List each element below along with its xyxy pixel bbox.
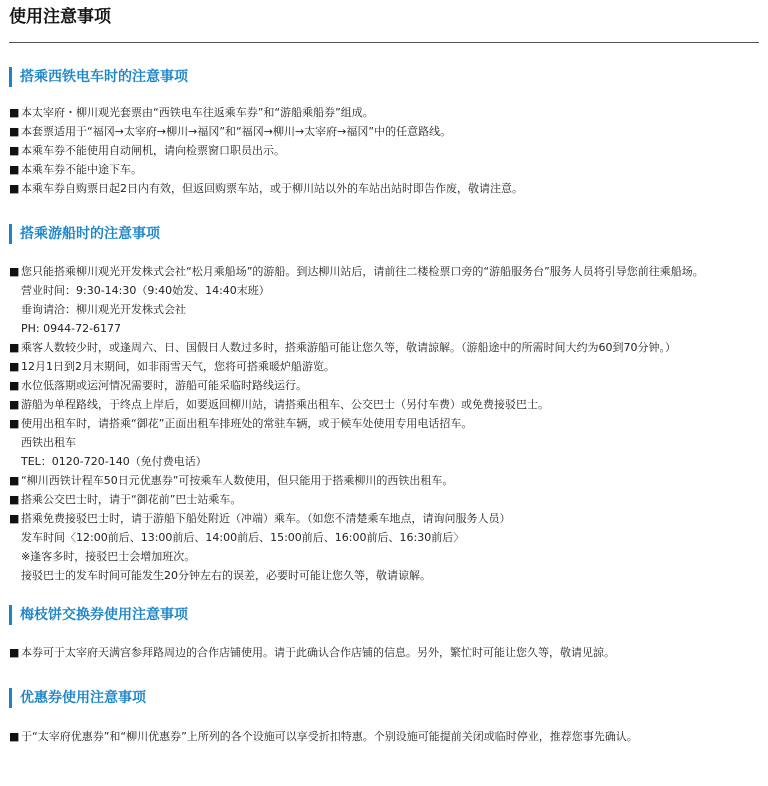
shuttle-note: ※逢客多时，接驳巴士会增加班次。	[21, 550, 196, 563]
coupon-notice-list	[9, 727, 759, 746]
square-bullet-icon: ■	[9, 730, 20, 743]
square-bullet-icon: ■	[9, 474, 20, 487]
list-item: ■ 水位低落期或运河情况需要时，游船可能采临时路线运行。	[9, 376, 759, 395]
boat-phone: PH: 0944-72-6177	[21, 322, 122, 335]
square-bullet-icon: ■	[9, 341, 20, 354]
section-accent-bar	[9, 224, 12, 244]
square-bullet-icon: ■	[9, 398, 20, 411]
square-bullet-icon: ■	[9, 512, 20, 525]
section-heading-text: 梅枝饼交换券使用注意事项	[20, 607, 188, 623]
section-accent-bar	[9, 688, 12, 708]
taxi-company: 西铁出租车	[21, 436, 76, 449]
list-item: ■ 游船为单程路线，于终点上岸后，如要返回柳川站，请搭乘出租车、公交巴士（另付车费）或免费接驳巴士。	[9, 395, 759, 414]
list-item: ■ 搭乘免费接驳巴士时，请于游船下船处附近（冲端）乘车。（如您不清楚乘车地点，请询问服务人员） 发车时间〈12:00前后、13:00前后、14:00前后、15:00前后、16:00前后、16:30前后〉 ※逢客多时，接驳巴士会增加班次。 接驳巴士的发车时间可能发生20分钟左右的误差，必要时可能让您久等，敬请谅解。	[9, 509, 759, 585]
square-bullet-icon: ■	[9, 182, 20, 195]
square-bullet-icon: ■	[9, 125, 20, 138]
square-bullet-icon: ■	[9, 144, 20, 157]
square-bullet-icon: ■	[9, 379, 20, 392]
boat-hours: 营业时间：9:30-14:30（9:40始发、14:40末班）	[21, 284, 270, 297]
list-item: ■ 您只能搭乘柳川观光开发株式会社“松月乘船场”的游船。到达柳川站后，请前往二楼检票口旁的“游船服务台”服务人员将引导您前往乘船场。 营业时间：9:30-14:30（9:40始发、14:40末班） 垂询请洽：柳川观光开发株式会社 PH: 0944-72-6177	[9, 262, 759, 338]
section-heading-text: 搭乘西铁电车时的注意事项	[20, 69, 188, 85]
square-bullet-icon: ■	[9, 106, 20, 119]
boat-notice-list	[9, 262, 759, 585]
list-item: ■ 乘客人数较少时，或逢周六、日、国假日人数过多时，搭乘游船可能让您久等，敬请諒解。（游船途中的所需时间大约为60到70分钟。）	[9, 338, 759, 357]
list-item: ■ 本券可于太宰府天满宫参拜路周边的合作店铺使用。请于此确认合作店铺的信息。另外，繁忙时可能让您久等，敬请见諒。	[9, 643, 759, 662]
square-bullet-icon: ■	[9, 646, 20, 659]
section-accent-bar	[9, 605, 12, 625]
shuttle-times: 发车时间〈12:00前后、13:00前后、14:00前后、15:00前后、16:00前后、16:30前后〉	[21, 531, 465, 544]
square-bullet-icon: ■	[9, 360, 20, 373]
section-heading-train	[9, 66, 759, 88]
list-item: ■ 本乘车券不能使用自动闸机，请向检票窗口职员出示。	[9, 141, 759, 160]
list-item: ■ 本乘车券自购票日起2日内有效，但返回购票车站，或于柳川站以外的车站出站时即告作废，敬请注意。	[9, 179, 759, 198]
boat-inquiry: 垂询请洽：柳川观光开发株式会社	[21, 303, 186, 316]
section-heading-text: 优惠券使用注意事项	[20, 690, 146, 706]
section-heading-umegae	[9, 604, 759, 626]
list-item: ■ 本太宰府・柳川观光套票由“西铁电车往返乘车券”和“游船乘船券”组成。	[9, 103, 759, 122]
section-accent-bar	[9, 67, 12, 87]
list-item: ■ 搭乘公交巴士时，请于“御花前”巴士站乘车。	[9, 490, 759, 509]
square-bullet-icon: ■	[9, 417, 20, 430]
train-notice-list	[9, 103, 759, 198]
square-bullet-icon: ■	[9, 265, 20, 278]
list-item: ■ 本套票适用于“福冈→太宰府→柳川→福冈”和“福冈→柳川→太宰府→福冈”中的任意路线。	[9, 122, 759, 141]
notice-page	[9, 0, 759, 746]
title-divider	[9, 42, 759, 43]
section-heading-boat	[9, 223, 759, 245]
square-bullet-icon: ■	[9, 493, 20, 506]
square-bullet-icon: ■	[9, 163, 20, 176]
umegae-notice-list	[9, 643, 759, 662]
shuttle-note: 接驳巴士的发车时间可能发生20分钟左右的误差，必要时可能让您久等，敬请谅解。	[21, 569, 431, 582]
section-heading-text: 搭乘游船时的注意事项	[20, 226, 160, 242]
list-item: ■ 本乘车券不能中途下车。	[9, 160, 759, 179]
list-item: ■ “柳川西铁计程车50日元优惠券”可按乘车人数使用，但只能用于搭乘柳川的西铁出租车。	[9, 471, 759, 490]
list-item: ■ 使用出租车时，请搭乘“御花”正面出租车排班处的常驻车辆，或于候车处使用专用电话招车。 西铁出租车 TEL：0120-720-140（免付费电话）	[9, 414, 759, 471]
list-item: ■ 于“太宰府优惠券”和“柳川优惠券”上所列的各个设施可以享受折扣特惠。个别设施可能提前关闭或临时停业，推荐您事先确认。	[9, 727, 759, 746]
list-item: ■ 12月1日到2月末期间，如非雨雪天气，您将可搭乘暖炉船游览。	[9, 357, 759, 376]
section-heading-coupon	[9, 687, 759, 709]
taxi-phone: TEL：0120-720-140（免付费电话）	[21, 455, 207, 468]
page-title: 使用注意事项	[9, 7, 111, 27]
